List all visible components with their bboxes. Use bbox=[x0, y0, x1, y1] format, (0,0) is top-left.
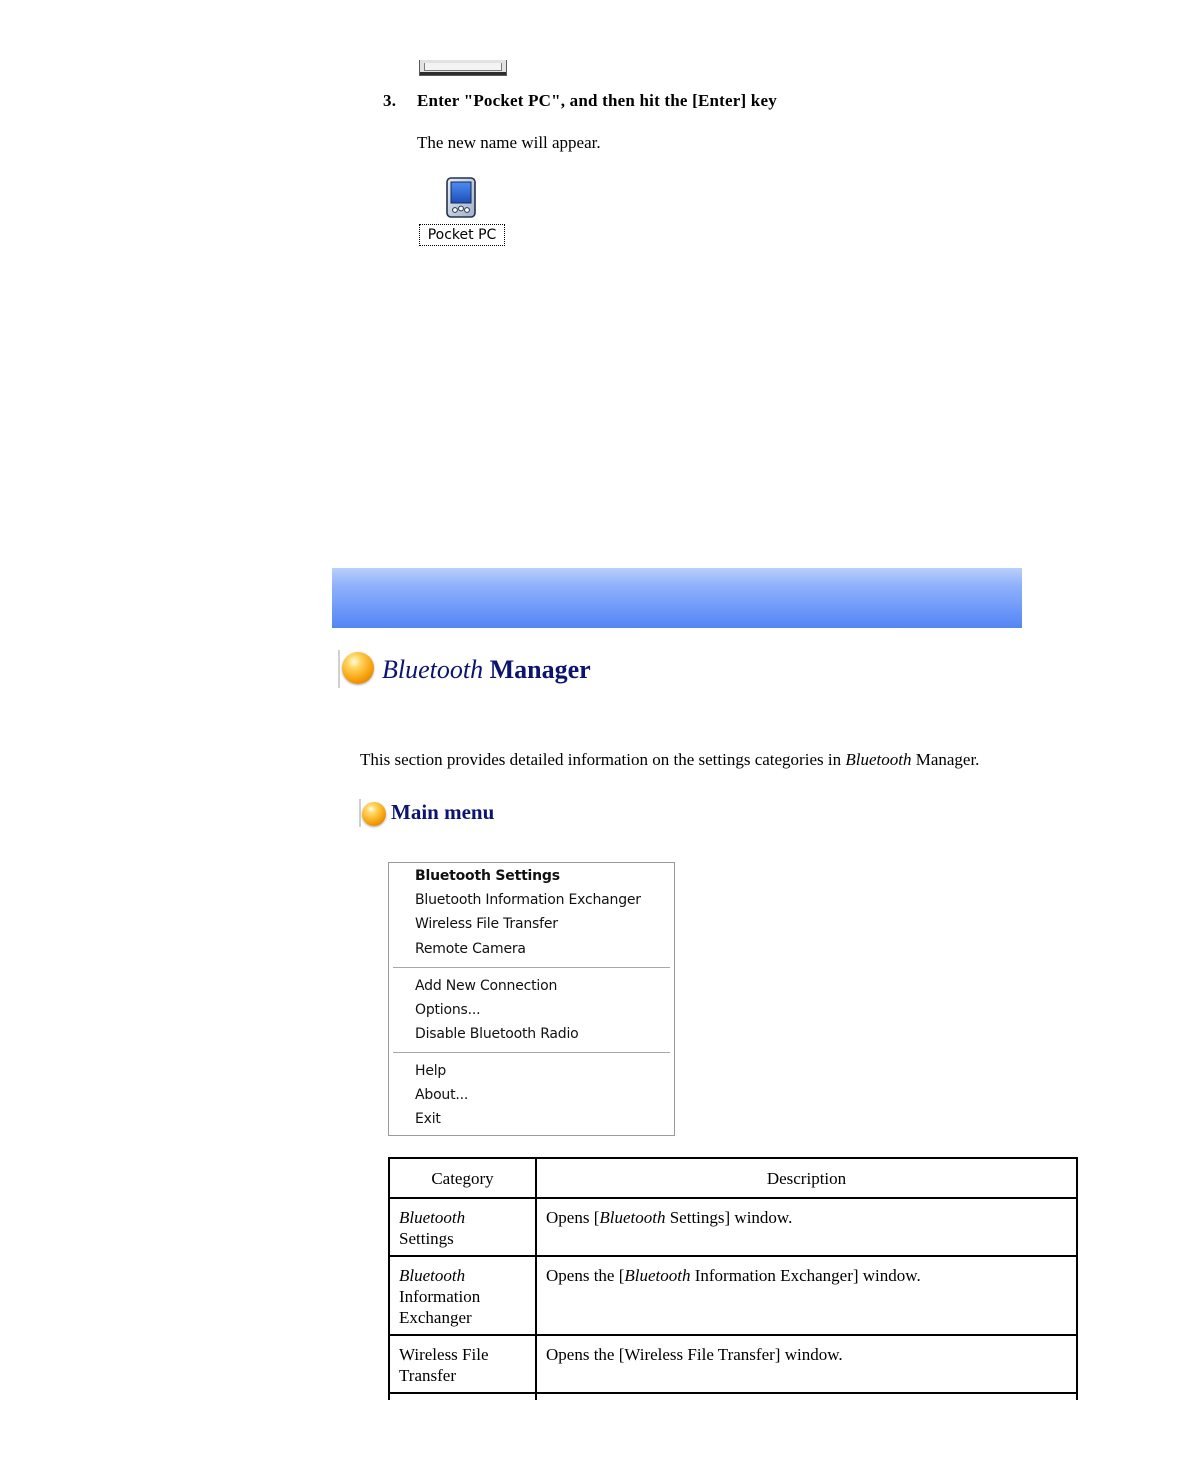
menu-separator bbox=[393, 1052, 670, 1054]
table-row-cropped bbox=[389, 1393, 1077, 1400]
description-cell-cropped bbox=[536, 1393, 1077, 1400]
table-row bbox=[389, 1335, 1077, 1393]
desc-italic: Bluetooth bbox=[624, 1266, 691, 1285]
description-cell bbox=[536, 1198, 1077, 1256]
desc-italic: Bluetooth bbox=[599, 1208, 666, 1227]
section-banner bbox=[332, 568, 1022, 628]
menu-item-options[interactable]: Options... bbox=[415, 1002, 481, 1018]
menu-item-wireless-file-transfer[interactable]: Wireless File Transfer bbox=[415, 916, 558, 932]
intro-text-1: This section provides detailed information on the settings categories in bbox=[360, 750, 846, 769]
section-intro bbox=[360, 750, 979, 770]
orange-orb-icon bbox=[362, 802, 386, 826]
menu-item-about[interactable]: About... bbox=[415, 1087, 469, 1103]
menu-item-disable-radio[interactable]: Disable Bluetooth Radio bbox=[415, 1026, 579, 1042]
desc-text-1: Opens [ bbox=[546, 1208, 600, 1227]
title-divider bbox=[338, 650, 340, 688]
menu-item-information-exchanger[interactable]: Bluetooth Information Exchanger bbox=[415, 892, 641, 908]
subsection-title: Main menu bbox=[391, 800, 495, 824]
step-3-heading bbox=[383, 91, 777, 111]
category-table bbox=[388, 1157, 1078, 1400]
description-cell: Opens the [Wireless File Transfer] window. bbox=[536, 1335, 1077, 1393]
orange-orb-icon bbox=[342, 652, 374, 684]
pocket-pc-icon[interactable] bbox=[446, 177, 476, 218]
header-description: Description bbox=[536, 1158, 1077, 1198]
menu-item-bluetooth-settings[interactable]: Bluetooth Settings bbox=[415, 868, 560, 884]
subtitle-divider bbox=[359, 799, 361, 827]
step-number: 3. bbox=[383, 91, 397, 110]
step-3-result: The new name will appear. bbox=[417, 133, 601, 152]
header-category: Category bbox=[389, 1158, 536, 1198]
section-title bbox=[382, 655, 591, 685]
category-text: Information Exchanger bbox=[399, 1287, 481, 1327]
category-italic: Bluetooth bbox=[399, 1208, 466, 1227]
desc-text-2: Settings] window. bbox=[665, 1208, 793, 1227]
title-italic: Bluetooth bbox=[382, 655, 484, 684]
step-heading-text: Enter "Pocket PC", and then hit the [Enter] key bbox=[417, 91, 777, 110]
menu-item-help[interactable]: Help bbox=[415, 1063, 447, 1079]
menu-separator bbox=[393, 967, 670, 969]
category-italic: Bluetooth bbox=[399, 1266, 466, 1285]
title-rest: Manager bbox=[483, 655, 591, 684]
category-cell bbox=[389, 1198, 536, 1256]
cropped-button-remnant bbox=[419, 60, 507, 76]
main-menu-screenshot bbox=[388, 862, 675, 1136]
category-cell-cropped bbox=[389, 1393, 536, 1400]
table-header-row bbox=[389, 1158, 1077, 1198]
desc-text-2: Information Exchanger] window. bbox=[690, 1266, 921, 1285]
menu-item-exit[interactable]: Exit bbox=[415, 1111, 441, 1127]
description-cell bbox=[536, 1256, 1077, 1335]
category-text: Settings bbox=[399, 1229, 454, 1248]
desc-text-1: Opens the [ bbox=[546, 1266, 625, 1285]
table-row bbox=[389, 1198, 1077, 1256]
category-cell: Wireless File Transfer bbox=[389, 1335, 536, 1393]
intro-italic: Bluetooth bbox=[845, 750, 912, 769]
menu-item-add-new-connection[interactable]: Add New Connection bbox=[415, 978, 558, 994]
intro-text-2: Manager. bbox=[911, 750, 980, 769]
category-cell bbox=[389, 1256, 536, 1335]
table-row bbox=[389, 1256, 1077, 1335]
menu-item-remote-camera[interactable]: Remote Camera bbox=[415, 941, 526, 957]
pocket-pc-label[interactable]: Pocket PC bbox=[419, 224, 505, 246]
